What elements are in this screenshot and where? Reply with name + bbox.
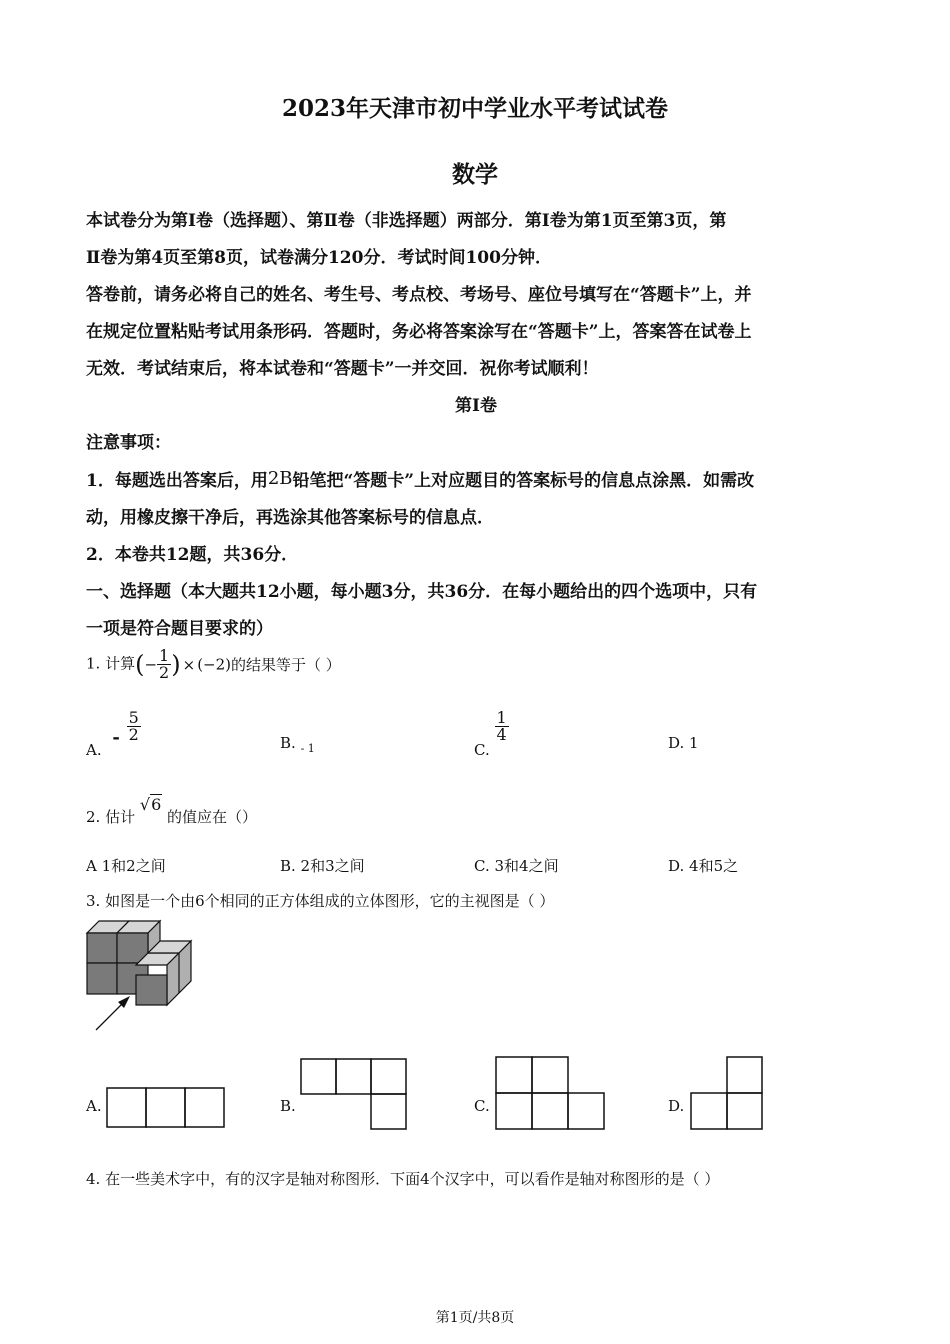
- q2-option-d[interactable]: D. 4和5之: [668, 857, 739, 875]
- q1-option-a-label: A.: [86, 740, 102, 759]
- page-number-footer: 第1页/共8页: [435, 1310, 515, 1326]
- q3-option-a-label[interactable]: A.: [86, 1097, 102, 1115]
- part1-heading: 第Ⅰ卷: [455, 396, 497, 416]
- q3-option-b-cell-4: [371, 1094, 406, 1129]
- q3-option-a-cell-1: [107, 1088, 146, 1127]
- q3-option-c-cell-4: [532, 1093, 568, 1129]
- q1-option-c-fraction: [495, 710, 509, 743]
- question-2: [86, 794, 258, 826]
- q1-fraction-denominator: 2: [159, 663, 170, 682]
- q2-radical: [140, 795, 162, 814]
- question-3: 3. 如图是一个由6个相同的正方体组成的立体图形，它的主视图是（ ）: [86, 892, 555, 910]
- question-4: 4. 在一些美术字中，有的汉字是轴对称图形．下面4个汉字中，可以看作是轴对称图形的是（ ）: [86, 1170, 720, 1188]
- q3-option-c-cell-2: [532, 1057, 568, 1093]
- q3-option-c-cell-5: [568, 1093, 604, 1129]
- q1-fraction: [157, 648, 171, 681]
- q1-option-b-value: - 1: [300, 742, 315, 755]
- note-1-line-1: [86, 462, 866, 500]
- q3-option-a-figure[interactable]: [106, 1087, 226, 1129]
- subject-title: 数学: [452, 161, 498, 188]
- q1-prefix: 1. 计算: [86, 654, 136, 673]
- q3-cube-front-face-1: [87, 933, 117, 963]
- question-1: [86, 648, 341, 681]
- q3-option-c-label[interactable]: C.: [474, 1097, 490, 1115]
- q3-option-b-cell-2: [336, 1059, 371, 1094]
- q1-factor: (−2): [197, 655, 232, 674]
- q1-option-a-sign: -: [112, 726, 120, 748]
- q1-minus: −: [144, 655, 158, 674]
- note-1-text-c: 铅笔把“答题卡”上对应题目的答案标号的信息点涂黑．如需改: [292, 471, 755, 491]
- q3-option-a-cell-3: [185, 1088, 224, 1127]
- q1-option-c-numerator: 1: [496, 708, 507, 727]
- q2-option-c[interactable]: C. 3和4之间: [474, 857, 559, 875]
- q2-radicand: 6: [151, 795, 162, 814]
- q3-option-b-cell-3: [371, 1059, 406, 1094]
- q3-cube-figure: [84, 918, 199, 1036]
- q3-option-d-cell-1: [727, 1057, 762, 1093]
- q1-option-d[interactable]: D. 1: [668, 734, 699, 752]
- q1-option-b[interactable]: [280, 734, 315, 755]
- intro-line-5: 无效．考试结束后，将本试卷和“答题卡”一并交回．祝你考试顺利！: [86, 359, 599, 379]
- notice-title: 注意事项：: [86, 433, 171, 453]
- q1-option-c-label: C.: [474, 740, 490, 759]
- q1-fraction-numerator: 1: [159, 646, 170, 665]
- q3-option-b-figure[interactable]: [300, 1058, 408, 1130]
- q1-option-a-fraction: [127, 710, 141, 743]
- q2-option-a[interactable]: A 1和2之间: [86, 857, 166, 875]
- q2-prefix: 2. 估计: [86, 808, 136, 826]
- q2-suffix: 的值应在（）: [167, 808, 258, 826]
- q1-times: ×: [182, 655, 196, 674]
- q3-cube-front-face-3: [87, 963, 117, 994]
- q3-option-d-cell-2: [691, 1093, 727, 1129]
- q3-option-c-cell-3: [496, 1093, 532, 1129]
- q2-radical-sign: √: [139, 795, 151, 814]
- q3-option-b-label[interactable]: B.: [280, 1097, 296, 1115]
- q3-option-d-label[interactable]: D.: [668, 1097, 685, 1115]
- q3-option-d-figure[interactable]: [690, 1056, 764, 1130]
- q3-cube-front-face-5: [136, 975, 167, 1005]
- q3-option-c-cell-1: [496, 1057, 532, 1093]
- q1-option-c[interactable]: [474, 708, 509, 759]
- q3-option-d-cell-3: [727, 1093, 762, 1129]
- intro-line-3: 答卷前，请务必将自己的姓名、考生号、考点校、考场号、座位号填写在“答题卡”上，并: [86, 285, 752, 305]
- q2-option-b[interactable]: B. 2和3之间: [280, 857, 365, 875]
- q3-option-c-figure[interactable]: [495, 1056, 605, 1130]
- q1-suffix: 的结果等于（ ）: [231, 656, 341, 674]
- section-1-heading-line-2: 一项是符合题目要求的）: [86, 619, 273, 639]
- note-1-text-a: 1．每题选出答案后，用: [86, 471, 268, 491]
- q1-close-paren: ): [171, 650, 181, 679]
- intro-instructions: [86, 203, 866, 648]
- note-1-line-2: 动，用橡皮擦干净后，再选涂其他答案标号的信息点．: [86, 508, 494, 528]
- q1-option-a[interactable]: [86, 708, 141, 759]
- q1-option-b-label: B.: [280, 734, 296, 752]
- intro-line-2: Ⅱ卷为第4页至第8页，试卷满分120分．考试时间100分钟．: [86, 248, 552, 268]
- q3-option-a-cell-2: [146, 1088, 185, 1127]
- note-2: 2．本卷共12题，共36分．: [86, 545, 299, 565]
- intro-line-1: 本试卷分为第Ⅰ卷（选择题）、第Ⅱ卷（非选择题）两部分．第Ⅰ卷为第1页至第3页，第: [86, 211, 727, 231]
- q1-open-paren: (: [135, 650, 145, 679]
- page-title: 2023年天津市初中学业水平考试试卷: [281, 95, 668, 122]
- q1-option-a-numerator: 5: [128, 708, 139, 727]
- q1-option-a-denominator: 2: [128, 725, 139, 744]
- q1-option-c-denominator: 4: [496, 725, 507, 744]
- note-1-pencil: 2B: [267, 468, 293, 489]
- intro-line-4: 在规定位置粘贴考试用条形码．答题时，务必将答案涂写在“答题卡”上，答案答在试卷上: [86, 322, 752, 342]
- section-1-heading-line-1: 一、选择题（本大题共12小题，每小题3分，共36分．在每小题给出的四个选项中，只有: [86, 582, 758, 602]
- q3-option-b-cell-1: [301, 1059, 336, 1094]
